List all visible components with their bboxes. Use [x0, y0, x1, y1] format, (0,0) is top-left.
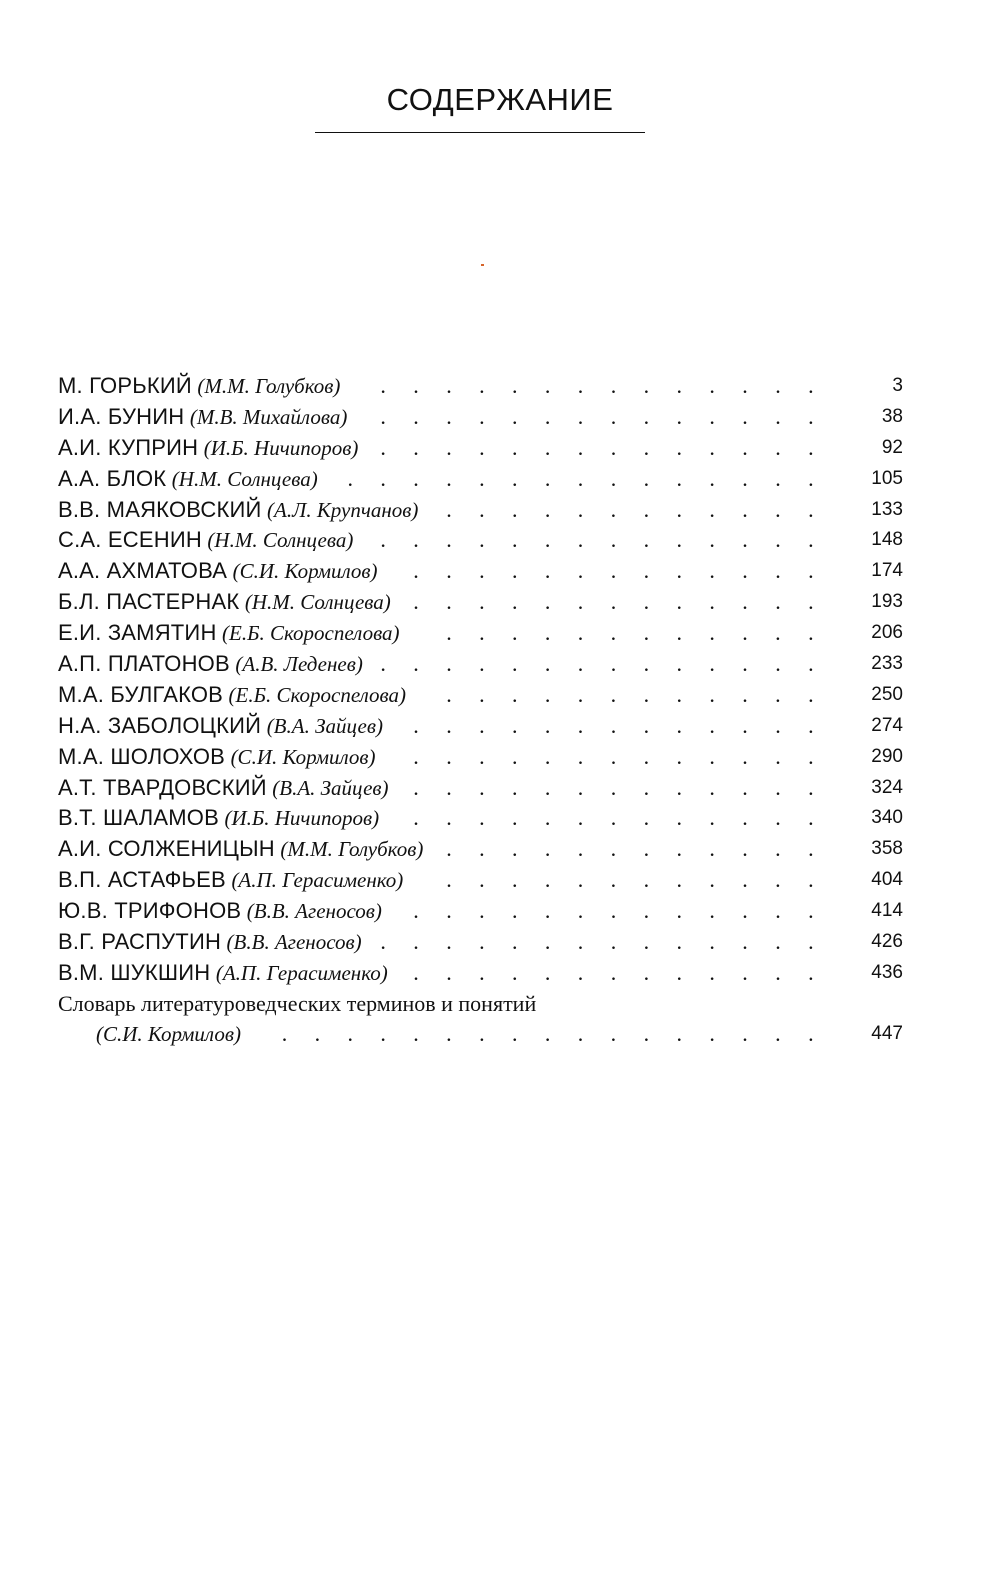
toc-author: Н.А. ЗАБОЛОЦКИЙ — [58, 712, 262, 738]
glossary-line — [58, 1019, 903, 1049]
dot-leader: ............. — [413, 959, 841, 985]
toc-critic: (Е.Б. Скороспелова) — [228, 682, 407, 707]
toc-page-number: 250 — [871, 683, 903, 705]
toc-page-number: 233 — [871, 653, 903, 675]
toc-page-number: 414 — [871, 900, 903, 922]
toc-page-number: 447 — [871, 1022, 903, 1044]
dot-leader: ............. — [413, 774, 841, 800]
toc-critic: (В.В. Агеносов) — [226, 930, 362, 955]
toc-page-number: 274 — [871, 714, 903, 736]
toc-entry[interactable] — [58, 464, 903, 495]
toc-author: Ю.В. ТРИФОНОВ — [58, 898, 242, 924]
toc-page-number: 148 — [871, 529, 903, 551]
toc-page-number: 92 — [881, 436, 903, 458]
toc-critic: (В.А. Зайцев) — [266, 713, 383, 738]
dot-leader: ............ — [446, 836, 841, 862]
toc-page-number: 340 — [871, 807, 903, 829]
toc-critic: (Н.М. Солнцева) — [244, 590, 391, 615]
toc-entry[interactable] — [58, 680, 903, 711]
toc-critic: (И.Б. Ничипоров) — [224, 806, 380, 831]
toc-page-number: 3 — [892, 375, 903, 396]
toc-entry[interactable] — [58, 649, 903, 680]
title-underline — [315, 132, 645, 133]
toc-critic: (В.А. Зайцев) — [272, 775, 389, 800]
toc-author: А.И. СОЛЖЕНИЦЫН — [58, 836, 275, 862]
toc-author: Е.И. ЗАМЯТИН — [58, 620, 217, 646]
toc-page-number: 174 — [871, 560, 903, 582]
toc-entry[interactable] — [58, 556, 903, 587]
glossary-title: Словарь литературоведческих терминов и понятий — [58, 990, 537, 1016]
dot-leader: ............. — [413, 712, 841, 738]
toc-page-number: 193 — [871, 591, 903, 613]
toc-critic: (А.П. Герасименко) — [215, 960, 388, 985]
toc-entry[interactable] — [58, 402, 903, 433]
toc-author: А.Т. ТВАРДОВСКИЙ — [58, 774, 267, 800]
toc-entry[interactable] — [58, 525, 903, 556]
toc-entry[interactable] — [58, 371, 903, 402]
toc-critic: (В.В. Агеносов) — [246, 899, 382, 924]
dot-leader: ............ — [446, 620, 841, 646]
toc-author: А.А. АХМАТОВА — [58, 558, 228, 584]
dot-leader: .............. — [380, 434, 841, 460]
print-speck — [481, 264, 484, 266]
toc-entry[interactable] — [58, 803, 903, 834]
dot-leader: ............ — [446, 681, 841, 707]
toc-entry[interactable] — [58, 834, 903, 865]
toc-entry[interactable] — [58, 958, 903, 989]
toc-page-number: 358 — [871, 838, 903, 860]
toc-page-number: 290 — [871, 745, 903, 767]
toc-author: В.Т. ШАЛАМОВ — [58, 805, 219, 831]
toc-critic: (А.В. Леденев) — [235, 652, 363, 677]
toc-author: Б.Л. ПАСТЕРНАК — [58, 589, 240, 615]
toc-author: М.А. БУЛГАКОВ — [58, 681, 224, 707]
dot-leader: ................. — [281, 1020, 841, 1046]
toc-critic: (А.Л. Крупчанов) — [267, 497, 419, 522]
toc-entry[interactable] — [58, 495, 903, 526]
toc-entry[interactable] — [58, 773, 903, 804]
toc-critic: (М.М. Голубков) — [280, 837, 424, 862]
toc-entry[interactable] — [58, 865, 903, 896]
toc-author: А.П. ПЛАТОНОВ — [58, 651, 230, 677]
dot-leader: ............ — [446, 867, 841, 893]
toc-critic: (С.И. Кормилов) — [96, 1021, 241, 1046]
toc-critic: (С.И. Кормилов) — [232, 559, 378, 584]
toc-entry[interactable] — [58, 896, 903, 927]
toc-author: В.П. АСТАФЬЕВ — [58, 867, 226, 893]
toc-author: И.А. БУНИН — [58, 403, 185, 429]
toc-page-number: 105 — [871, 467, 903, 489]
dot-leader: .............. — [380, 373, 841, 398]
dot-leader: ............. — [413, 743, 841, 769]
toc-critic: (Е.Б. Скороспелова) — [222, 621, 400, 646]
toc-entry[interactable] — [58, 587, 903, 618]
toc-entry[interactable] — [58, 618, 903, 649]
toc-critic: (Н.М. Солнцева) — [207, 528, 354, 553]
dot-leader: .............. — [380, 527, 841, 553]
toc-critic: (С.И. Кормилов) — [230, 744, 376, 769]
toc-page-number: 436 — [871, 961, 903, 983]
dot-leader: .............. — [380, 403, 841, 429]
toc-page-number: 206 — [871, 622, 903, 644]
toc-critic: (Н.М. Солнцева) — [171, 466, 318, 491]
toc-critic: (И.Б. Ничипоров) — [203, 435, 359, 460]
toc-entry[interactable] — [58, 711, 903, 742]
toc-author: А.И. КУПРИН — [58, 434, 199, 460]
toc-entry-glossary[interactable] — [58, 989, 903, 1051]
dot-leader: ............. — [413, 898, 841, 924]
dot-leader: ............. — [413, 558, 841, 584]
toc-entry[interactable] — [58, 433, 903, 464]
toc-page-number: 426 — [871, 931, 903, 953]
toc-critic: (М.М. Голубков) — [197, 374, 341, 398]
toc-page-number: 324 — [871, 776, 903, 798]
dot-leader: ............... — [347, 465, 841, 491]
toc-author: С.А. ЕСЕНИН — [58, 527, 202, 553]
dot-leader: .............. — [380, 929, 841, 955]
dot-leader: ............ — [446, 496, 841, 522]
toc-entry[interactable] — [58, 927, 903, 958]
toc-page-number: 404 — [871, 869, 903, 891]
toc-page-number: 133 — [871, 498, 903, 520]
toc-author: В.Г. РАСПУТИН — [58, 929, 222, 955]
toc-entry[interactable] — [58, 742, 903, 773]
toc-page-number: 38 — [881, 405, 903, 427]
toc-critic: (М.В. Михайлова) — [189, 404, 348, 429]
dot-leader: ............. — [413, 589, 841, 615]
toc-critic: (А.П. Герасименко) — [231, 868, 404, 893]
toc-author: В.В. МАЯКОВСКИЙ — [58, 496, 262, 522]
dot-leader: ............. — [413, 805, 841, 831]
table-of-contents — [58, 371, 903, 1051]
page-title: СОДЕРЖАНИЕ — [386, 82, 614, 117]
dot-leader: .............. — [380, 651, 841, 677]
toc-author: М.А. ШОЛОХОВ — [58, 743, 226, 769]
toc-author: М. ГОРЬКИЙ — [58, 373, 192, 398]
toc-author: А.А. БЛОК — [58, 465, 167, 491]
toc-author: В.М. ШУКШИН — [58, 959, 211, 985]
